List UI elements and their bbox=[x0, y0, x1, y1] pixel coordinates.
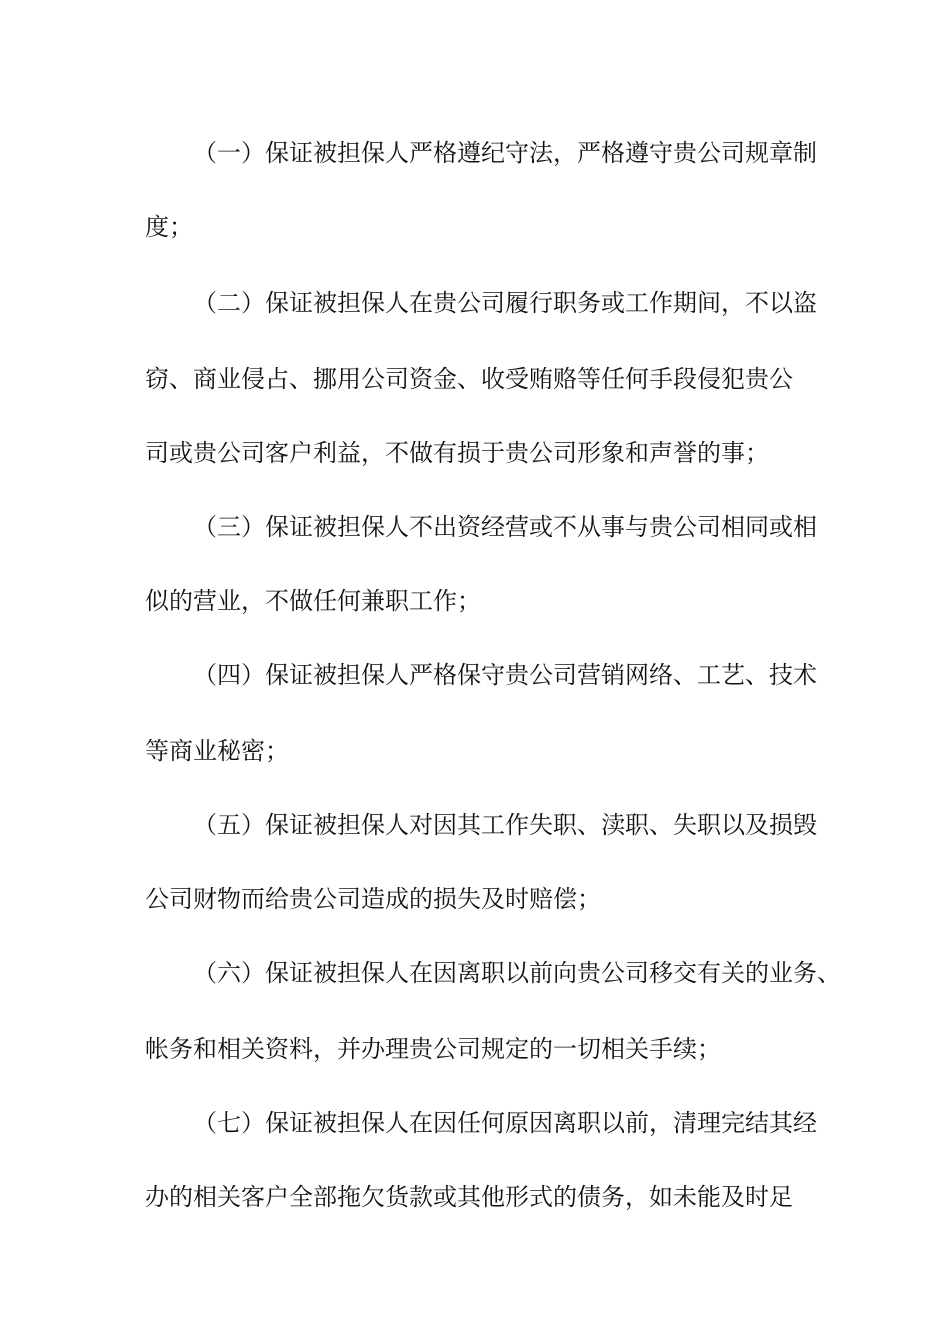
clause-6-line-2: 帐务和相关资料，并办理贵公司规定的一切相关手续； bbox=[145, 1035, 721, 1063]
clause-7-line-2: 办的相关客户全部拖欠货款或其他形式的债务，如未能及时足 bbox=[145, 1183, 793, 1211]
clause-1-line-2: 度； bbox=[145, 213, 193, 241]
clause-6-line-1: （六）保证被担保人在因离职以前向贵公司移交有关的业务、 bbox=[193, 959, 841, 987]
clause-3-line-2: 似的营业，不做任何兼职工作； bbox=[145, 587, 481, 615]
clause-2-line-1: （二）保证被担保人在贵公司履行职务或工作期间，不以盗 bbox=[193, 289, 817, 317]
clause-2-line-3: 司或贵公司客户利益，不做有损于贵公司形象和声誉的事； bbox=[145, 439, 769, 467]
clause-5-line-1: （五）保证被担保人对因其工作失职、渎职、失职以及损毁 bbox=[193, 811, 817, 839]
clause-1-line-1: （一）保证被担保人严格遵纪守法，严格遵守贵公司规章制 bbox=[193, 139, 817, 167]
clause-3-line-1: （三）保证被担保人不出资经营或不从事与贵公司相同或相 bbox=[193, 513, 817, 541]
clause-5-line-2: 公司财物而给贵公司造成的损失及时赔偿； bbox=[145, 885, 601, 913]
clause-4-line-2: 等商业秘密； bbox=[145, 737, 289, 765]
clause-2-line-2: 窃、商业侵占、挪用公司资金、收受贿赂等任何手段侵犯贵公 bbox=[145, 365, 793, 393]
clause-4-line-1: （四）保证被担保人严格保守贵公司营销网络、工艺、技术 bbox=[193, 661, 817, 689]
clause-7-line-1: （七）保证被担保人在因任何原因离职以前，清理完结其经 bbox=[193, 1109, 817, 1137]
